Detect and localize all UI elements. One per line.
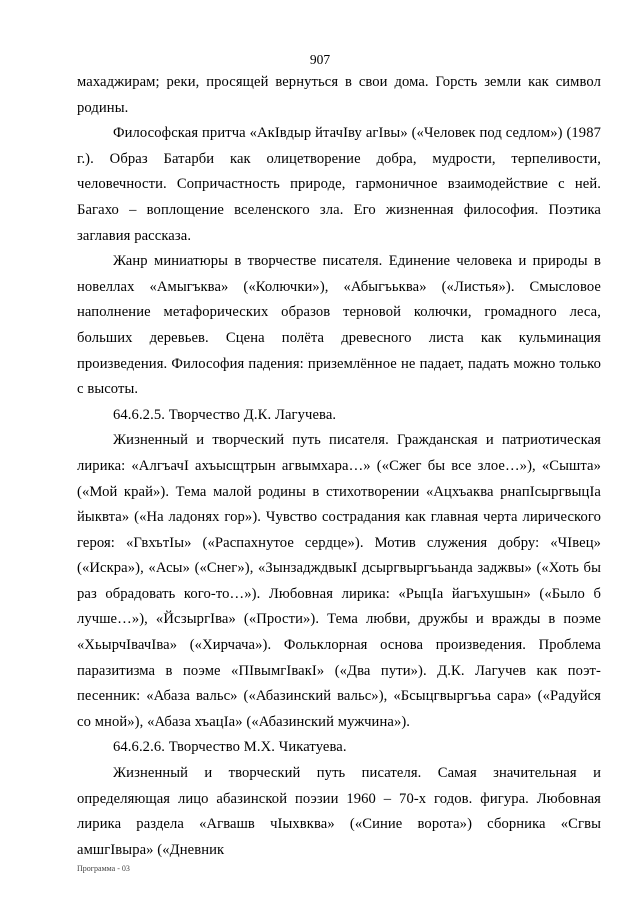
section-heading-chikatuev: 64.6.2.6. Творчество М.Х. Чикатуева. bbox=[113, 739, 347, 756]
footer-label: Программа - 03 bbox=[77, 864, 130, 873]
paragraph-continuation: махаджирам; реки, просящей вернуться в свои дома. Горсть земли как символ родины. bbox=[77, 74, 601, 116]
page-number: 907 bbox=[309, 52, 331, 67]
paragraph-parable: Философская притча «АкIвдыр йтачIву агIвы» («Человек под седлом») (1987 г.). Образ Батарби как олицетворение добра, мудрости, терпеливости, человечности. Сопричастность природе, гармоничное взаимодействие с ней. Багахо – воплощение вселенского зла. Его жизненная философия. Поэтика заглавия рассказа. bbox=[77, 125, 601, 244]
paragraph-miniature-genre: Жанр миниатюры в творчестве писателя. Единение человека и природы в новеллах «Амыгъква» («Колючки»), «Абыгъьква» («Листья»). Смысловое наполнение метафорических образов терновой колючки, громадного леса, больших деревьев. Сцена полёта древесного листа как кульминация произведения. Философия падения: приземлённое не падает, падать можно только с высоты. bbox=[77, 253, 601, 398]
paragraph-laguchev: Жизненный и творческий путь писателя. Гражданская и патриотическая лирика: «АлгъачI ахъысщтрын агвымхара…» («Сжег бы все злое…»), «Сышта» («Мой край»). Тема малой родины в стихотворении «Ацхъаква рнапIсыргвыцIа йыквта» («На ладонях гор»). Чувство сострадания как главная черта лирического героя: «ГвхътIы» («Распахнутое сердце»). Мотив служения добру: «ЧIвец» («Искра»), «Асы» («Снег»), «ЗынзадждвыкI дсыргвыргъьанда заджвы» («Хоть бы раз обрадовать кого-то…»). Любовная лирика: «РыцIа йагъхушын» («Было б лучше…»), «ЙсзыргIва» («Прости»). Тема любви, дружбы и вражды в поэме «ХьырчIвачIва» («Хирчача»). Фольклорная основа произведения. Проблема паразитизма в поэме «ПIвымгIвакI» («Два пути»). Д.К. Лагучев как поэт-песенник: «Абаза вальс» («Абазинский вальс»), «Бсыцгвыргъьа сара» («Радуйся со мной»), «Абаза хъацIа» («Абазинский мужчина»). bbox=[77, 432, 601, 730]
body-text bbox=[77, 70, 601, 863]
paragraph-chikatuev: Жизненный и творческий путь писателя. Самая значительная и определяющая лицо абазинской поэзии 1960 – 70-х годов. фигура. Любовная лирика раздела «Агвашв чIыхвква» («Синие ворота») сборника «Сгвы амшгIвыра» («Дневник bbox=[77, 765, 601, 858]
section-heading-laguchev: 64.6.2.5. Творчество Д.К. Лагучева. bbox=[113, 406, 337, 423]
